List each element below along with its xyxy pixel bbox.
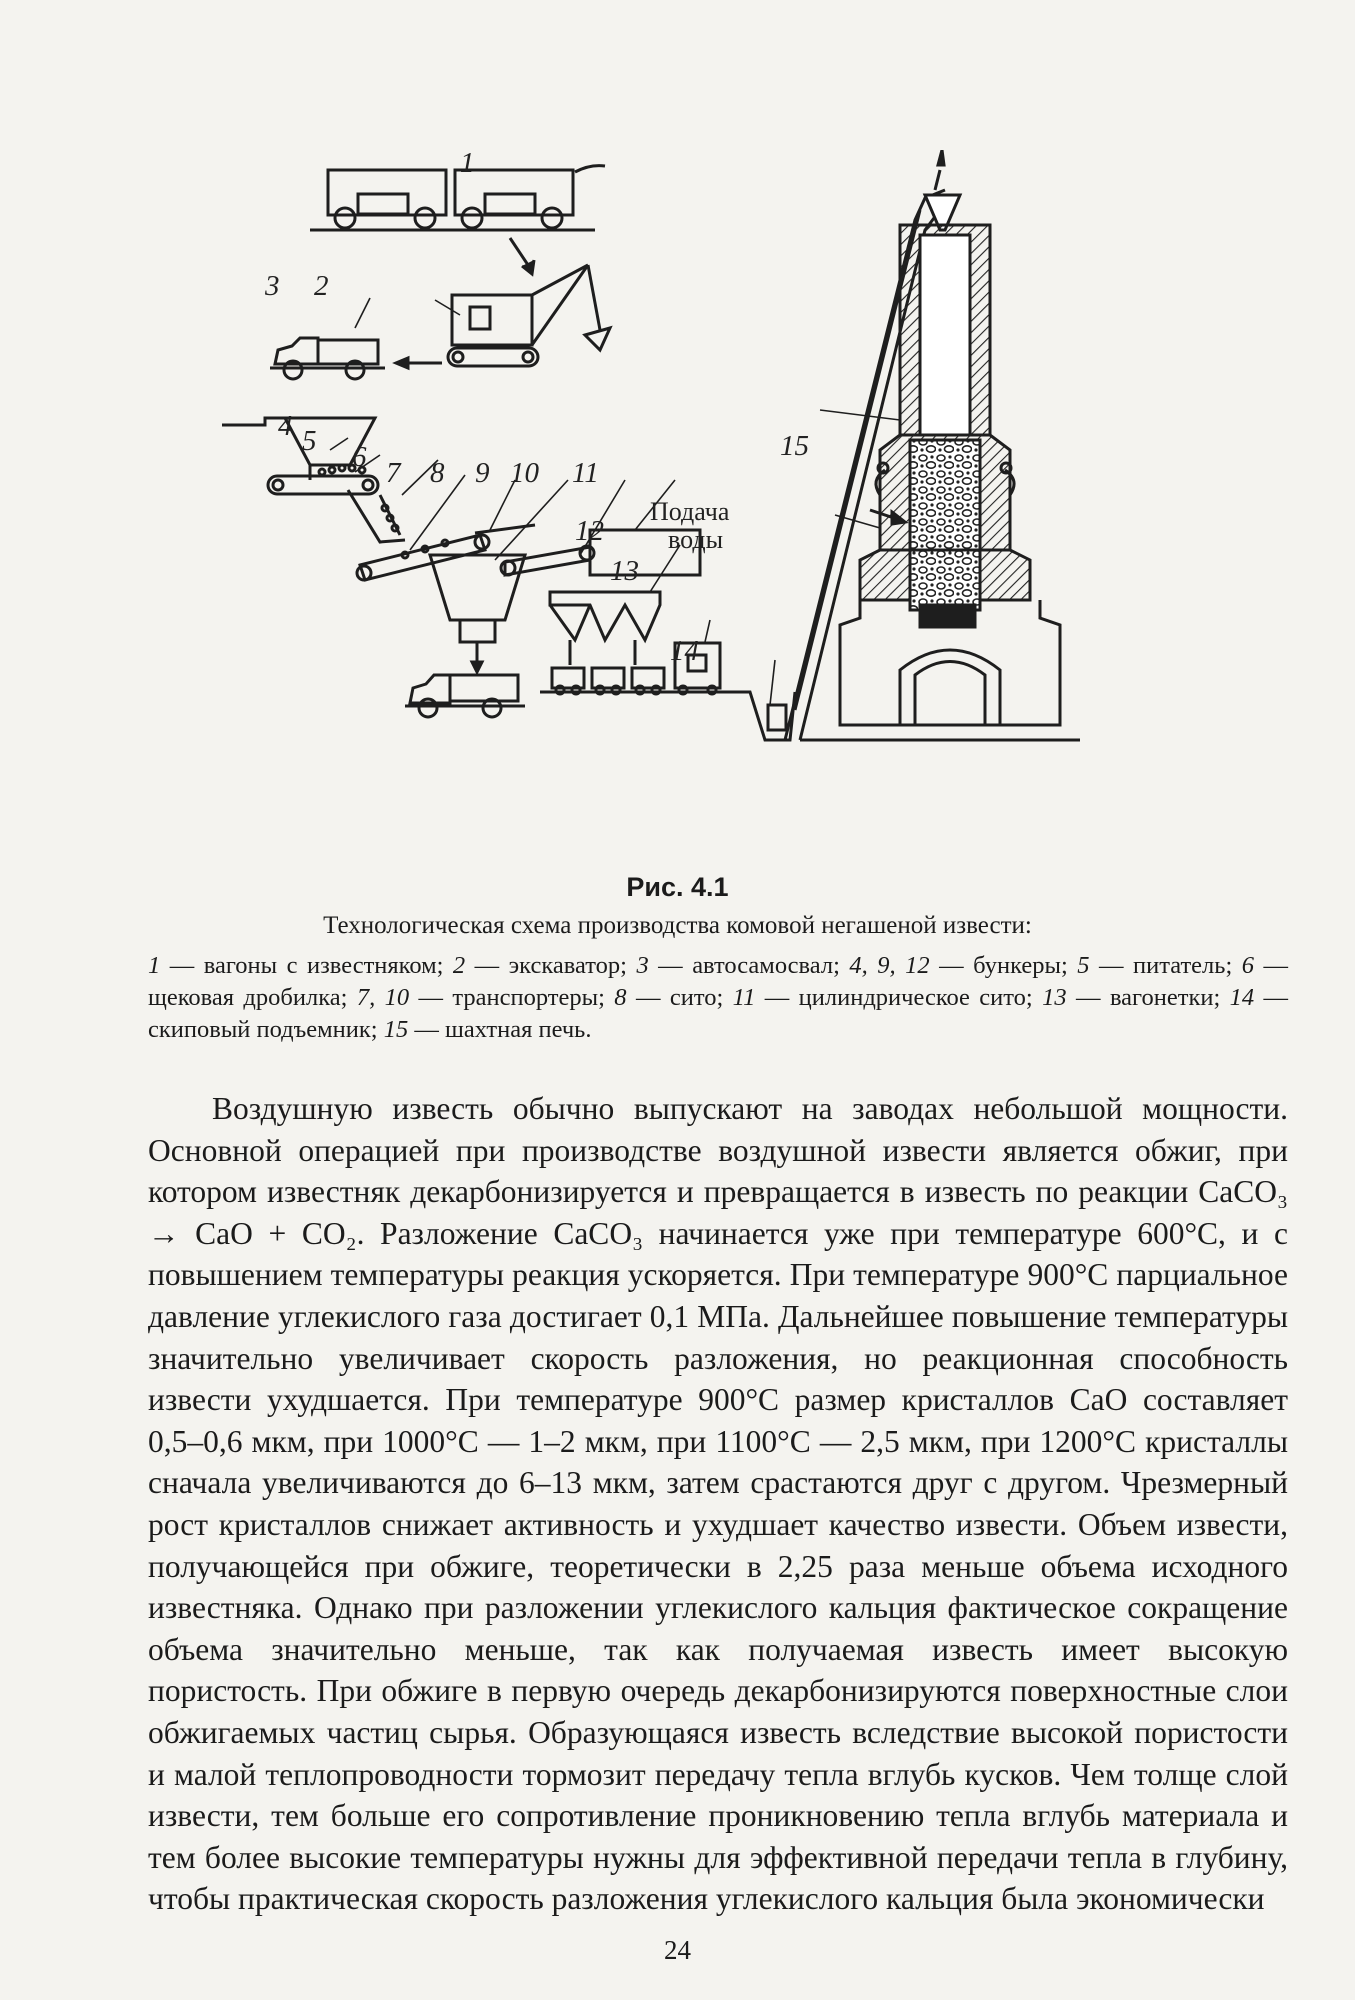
legend-text: бункеры; [973,952,1078,979]
legend-dash: — [755,984,799,1011]
label-6: 6 [352,441,367,473]
legend-dash: — [626,984,670,1011]
legend-text: цилиндрическое сито; [798,984,1043,1011]
legend-text: автосамосвал; [692,952,850,979]
legend-text: вагоны с известняком; [203,952,453,979]
legend-number: 8 [614,984,627,1011]
legend-text: транспортеры; [452,984,615,1011]
label-12: 12 [575,515,604,547]
body-text [148,1088,1288,1920]
legend-text: питатель; [1133,952,1242,979]
legend-dash: — [1254,952,1289,979]
paragraph: Воздушную известь обычно выпускают на заводах небольшой мощности. Основной операцией при производстве воздушной извести является обжиг, при котором известняк декарбонизируется и превращается в известь по реакции СаСО₃ → СаО + СО₂. Разложение СаСО₃ начинается уже при температуре 600°С, и с повышением температуры реакция ускоряется. При температуре 900°С парциальное давление углекислого газа достигает 0,1 МПа. Дальнейшее повышение температуры значительно увеличивает скорость разложения, но реакционная способность извести ухудшается. При температуре 900°С размер кристаллов СаО составляет 0,5–0,6 мкм, при 1000°С — 1–2 мкм, при 1100°С — 2,5 мкм, при 1200°С кристаллы сначала увеличиваются до 6–13 мкм, затем срастаются друг с другом. Чрезмерный рост кристаллов снижает активность и ухудшает качество извести. Объем извести, получающейся при обжиге, теоретически в 2,25 раза меньше объема исходного известняка. Однако при разложении углекислого кальция фактическое сокращение объема значительно меньше, так как получаемая известь имеет высокую пористость. При обжиге в первую очередь декарбонизируются поверхностные слои обжигаемых частиц сырья. Образующаяся известь вследствие высокой пористости и малой теплопроводности тормозит передачу тепла вглубь кусков. Чем толще слой извести, тем больше его сопротивление проникновению тепла вглубь материала и тем более высокие температуры нужны для эффективной передачи тепла в глубину, чтобы практическая скорость разложения углекислого кальция была экономически [148,1091,1288,1917]
transporter-7 [357,535,489,580]
legend-dash: — [409,984,453,1011]
label-3: 3 [265,270,280,302]
transporter-10 [501,546,594,575]
legend-number: 1 [148,952,161,979]
legend-dash: — [929,952,974,979]
legend-text: вагонетки; [1109,984,1230,1011]
legend-text: экскаватор; [508,952,637,979]
legend-text: сито; [669,984,733,1011]
legend-dash: — [465,952,509,979]
legend-number: 14 [1229,984,1255,1011]
label-11: 11 [572,457,599,489]
legend-number: 7, 10 [356,984,410,1011]
label-5: 5 [302,425,317,457]
label-pointers [330,298,900,705]
legend-number: 2 [452,952,466,979]
legend-dash: — [1089,952,1133,979]
label-15: 15 [780,430,809,462]
bunkers-12 [550,592,660,665]
legend-text: скиповый подъемник; [148,1016,384,1043]
label-2: 2 [314,270,329,302]
legend-number: 5 [1077,952,1090,979]
legend-number: 6 [1241,952,1255,979]
legend-number: 13 [1042,984,1067,1011]
figure-legend [148,950,1288,1046]
figure-title: Рис. 4.1 [626,872,729,902]
label-8: 8 [430,457,445,489]
legend-dash: — [1066,984,1110,1011]
legend-text: щековая дробилка; [148,984,357,1011]
legend-number: 11 [732,984,756,1011]
legend-number: 3 [636,952,649,979]
legend-dash: — [648,952,693,979]
water-label-line1: Подача [650,497,730,526]
water-label-line2: воды [668,525,724,554]
page-number: 24 [664,1935,691,1965]
label-1: 1 [460,150,475,179]
wagons [310,166,605,230]
label-13: 13 [610,555,639,587]
legend-text: шахтная печь. [445,1016,592,1043]
process-diagram-svg [180,150,1270,860]
label-14: 14 [670,635,699,667]
jaw-crusher [348,490,405,542]
legend-dash: — [408,1016,445,1043]
excavator [448,265,610,366]
shaft-kiln [800,150,1080,740]
label-10: 10 [510,457,539,489]
process-diagram [180,150,1270,860]
figure-caption: Технологическая схема производства комовой негашеной извести: [323,912,1032,939]
label-4: 4 [278,410,293,442]
label-9: 9 [475,457,490,489]
legend-dash: — [1254,984,1289,1011]
legend-dash: — [160,952,204,979]
legend-number: 15 [383,1016,409,1043]
dump-truck [270,338,385,379]
label-7: 7 [386,457,401,489]
truck-under-hopper [405,675,525,717]
legend-number: 4, 9, 12 [849,952,930,979]
